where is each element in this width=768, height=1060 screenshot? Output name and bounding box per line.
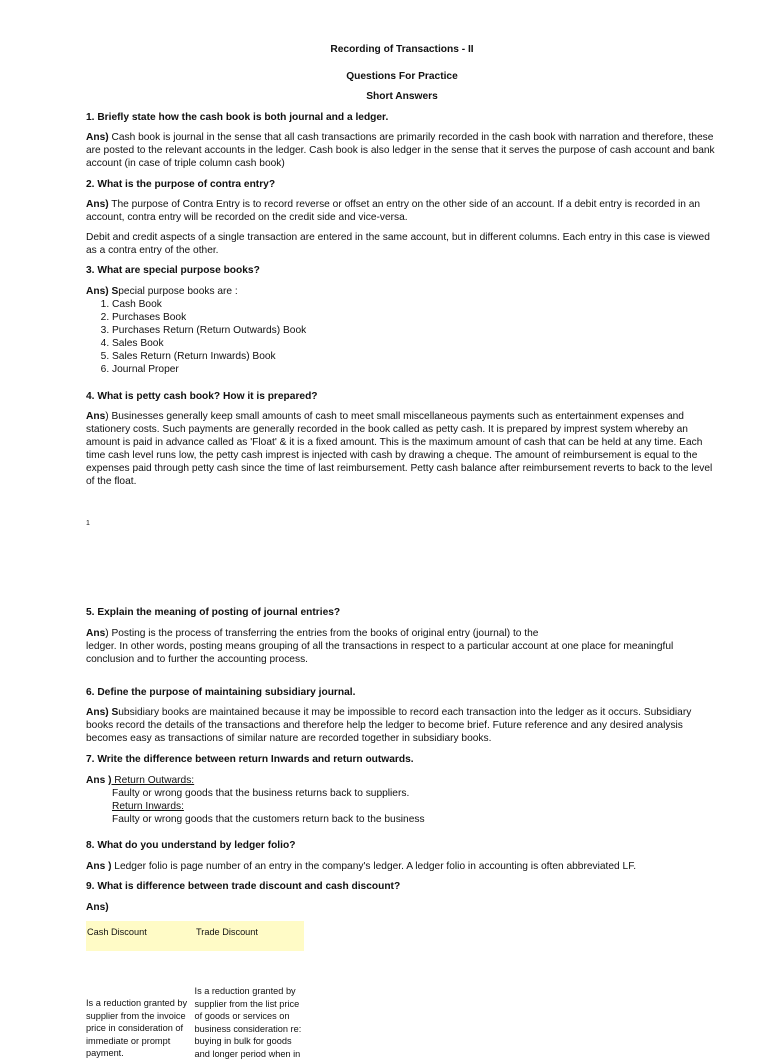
answer-label: Ans) S [86,707,118,718]
table-row [86,951,304,1060]
question-9: 9. What is difference between trade discount and cash discount? [86,880,400,893]
answer-label: Ans ) [86,861,111,872]
answer-text: pecial purpose books are : [118,286,238,297]
answer-text: The purpose of Contra Entry is to record reverse or offset an entry on the other side of an account. If a debit entry is recorded in an account, contra entry will be recorded on the credit side and vice-versa. [86,199,700,223]
answer-5 [86,627,718,666]
answer-label: Ans) S [86,286,118,297]
question-1: 1. Briefly state how the cash book is both journal and a ledger. [86,111,388,124]
list-item: 5. Sales Return (Return Inwards) Book [112,350,718,363]
term-return-outwards: Return Outwards: [111,775,194,786]
cell-line: of goods or services on [195,1010,304,1023]
answer-9-label: Ans) [86,901,109,914]
list-item: 4. Sales Book [112,337,718,350]
list-item: 6. Journal Proper [112,363,718,376]
cell-line: Is a reduction granted by [86,997,192,1010]
answer-text-continued: ledger. In other words, posting means grouping of all the transactions in respect to a particular account at one place for meaningful conclusion and to further the accounting process. [86,641,673,665]
table-header-trade-discount: Trade Discount [195,921,258,951]
question-8: 8. What do you understand by ledger folio? [86,839,295,852]
answer-2-paragraph-2: Debit and credit aspects of a single transaction are entered in the same account, but in different columns. Each entry in this case is viewed as a contra entry of the other. [86,231,718,257]
section-heading: Short Answers [86,90,718,103]
discount-comparison-table [86,921,304,1060]
table-cell-cash-discount [86,951,192,1060]
answer-7 [86,774,718,826]
table-cell-trade-discount [192,951,304,1060]
question-4: 4. What is petty cash book? How it is prepared? [86,390,318,403]
answer-3 [86,285,718,376]
cell-line: and longer period when in [195,1048,304,1060]
answer-label: Ans) [86,132,109,143]
document-title: Recording of Transactions - II [86,43,718,56]
answer-4 [86,410,718,488]
term-return-inwards: Return Inwards: [112,801,184,812]
question-6: 6. Define the purpose of maintaining subsidiary journal. [86,686,355,699]
answer-text: Cash book is journal in the sense that all cash transactions are primarily recorded in the cash book with narration and therefore, these are posted to the relevant accounts in the ledger. Cash book is also ledger in the sense that it serves the purpose of cash account and bank account (in case of triple column cash book) [86,132,715,169]
table-header-cash-discount: Cash Discount [86,921,195,951]
list-item: 2. Purchases Book [112,311,718,324]
cell-line: supplier from the list price [195,998,304,1011]
cell-line: supplier from the invoice [86,1010,192,1023]
answer-text: ) Businesses generally keep small amounts of cash to meet small miscellaneous payments such as entertainment expenses and stationery costs. Such payments are generally recorded in the book called as petty cash. It is prepared by imprest system whereby an amount is paid in advance called as 'Float' & it is a fixed amount. This is the maximum amount of cash that can be held at any time. Each time cash level runs low, the petty cash imprest is injected with cash by drawing a cheque. The amount of reimbursement is equal to the expenses paid through petty cash since the time of last reimbursement. Petty cash balance after reimbursement reverts to back to the level of the float. [86,411,712,487]
list-item: 1. Cash Book [112,298,718,311]
answer-label: Ans ) [86,775,111,786]
answer-label: Ans) [86,199,109,210]
definition-return-outwards: Faulty or wrong goods that the business returns back to suppliers. [86,787,718,800]
special-books-list [86,298,718,376]
question-2: 2. What is the purpose of contra entry? [86,178,275,191]
document-subtitle: Questions For Practice [86,70,718,83]
answer-1 [86,131,718,170]
cell-line: business consideration re: [195,1023,304,1036]
answer-text: Ledger folio is page number of an entry in the company's ledger. A ledger folio in accounting is often abbreviated LF. [111,861,636,872]
question-7: 7. Write the difference between return Inwards and return outwards. [86,753,414,766]
answer-2 [86,198,718,224]
answer-8 [86,860,718,873]
cell-line: price in consideration of [86,1022,192,1035]
definition-return-inwards: Faulty or wrong goods that the customers return back to the business [86,813,718,826]
answer-label: Ans [86,411,105,422]
cell-line: buying in bulk for goods [195,1035,304,1048]
page-number: 1 [86,517,90,530]
table-header-row [86,921,304,951]
cell-line: payment. [86,1047,192,1060]
cell-line: Is a reduction granted by [195,985,304,998]
answer-label: Ans [86,628,105,639]
answer-text: ubsidiary books are maintained because it may be impossible to record each transaction into the ledger as it occurs. Subsidiary books record the details of the transactions and therefore help the ledger to become brief. Future reference and any desired analysis becomes easy as transactions of similar nature are recorded together in subsidiary books. [86,707,691,744]
cell-line: immediate or prompt [86,1035,192,1048]
answer-6 [86,706,718,745]
answer-text: ) Posting is the process of transferring the entries from the books of original entry (journal) to the [105,628,538,639]
question-3: 3. What are special purpose books? [86,264,260,277]
list-item: 3. Purchases Return (Return Outwards) Book [112,324,718,337]
question-5: 5. Explain the meaning of posting of journal entries? [86,606,340,619]
